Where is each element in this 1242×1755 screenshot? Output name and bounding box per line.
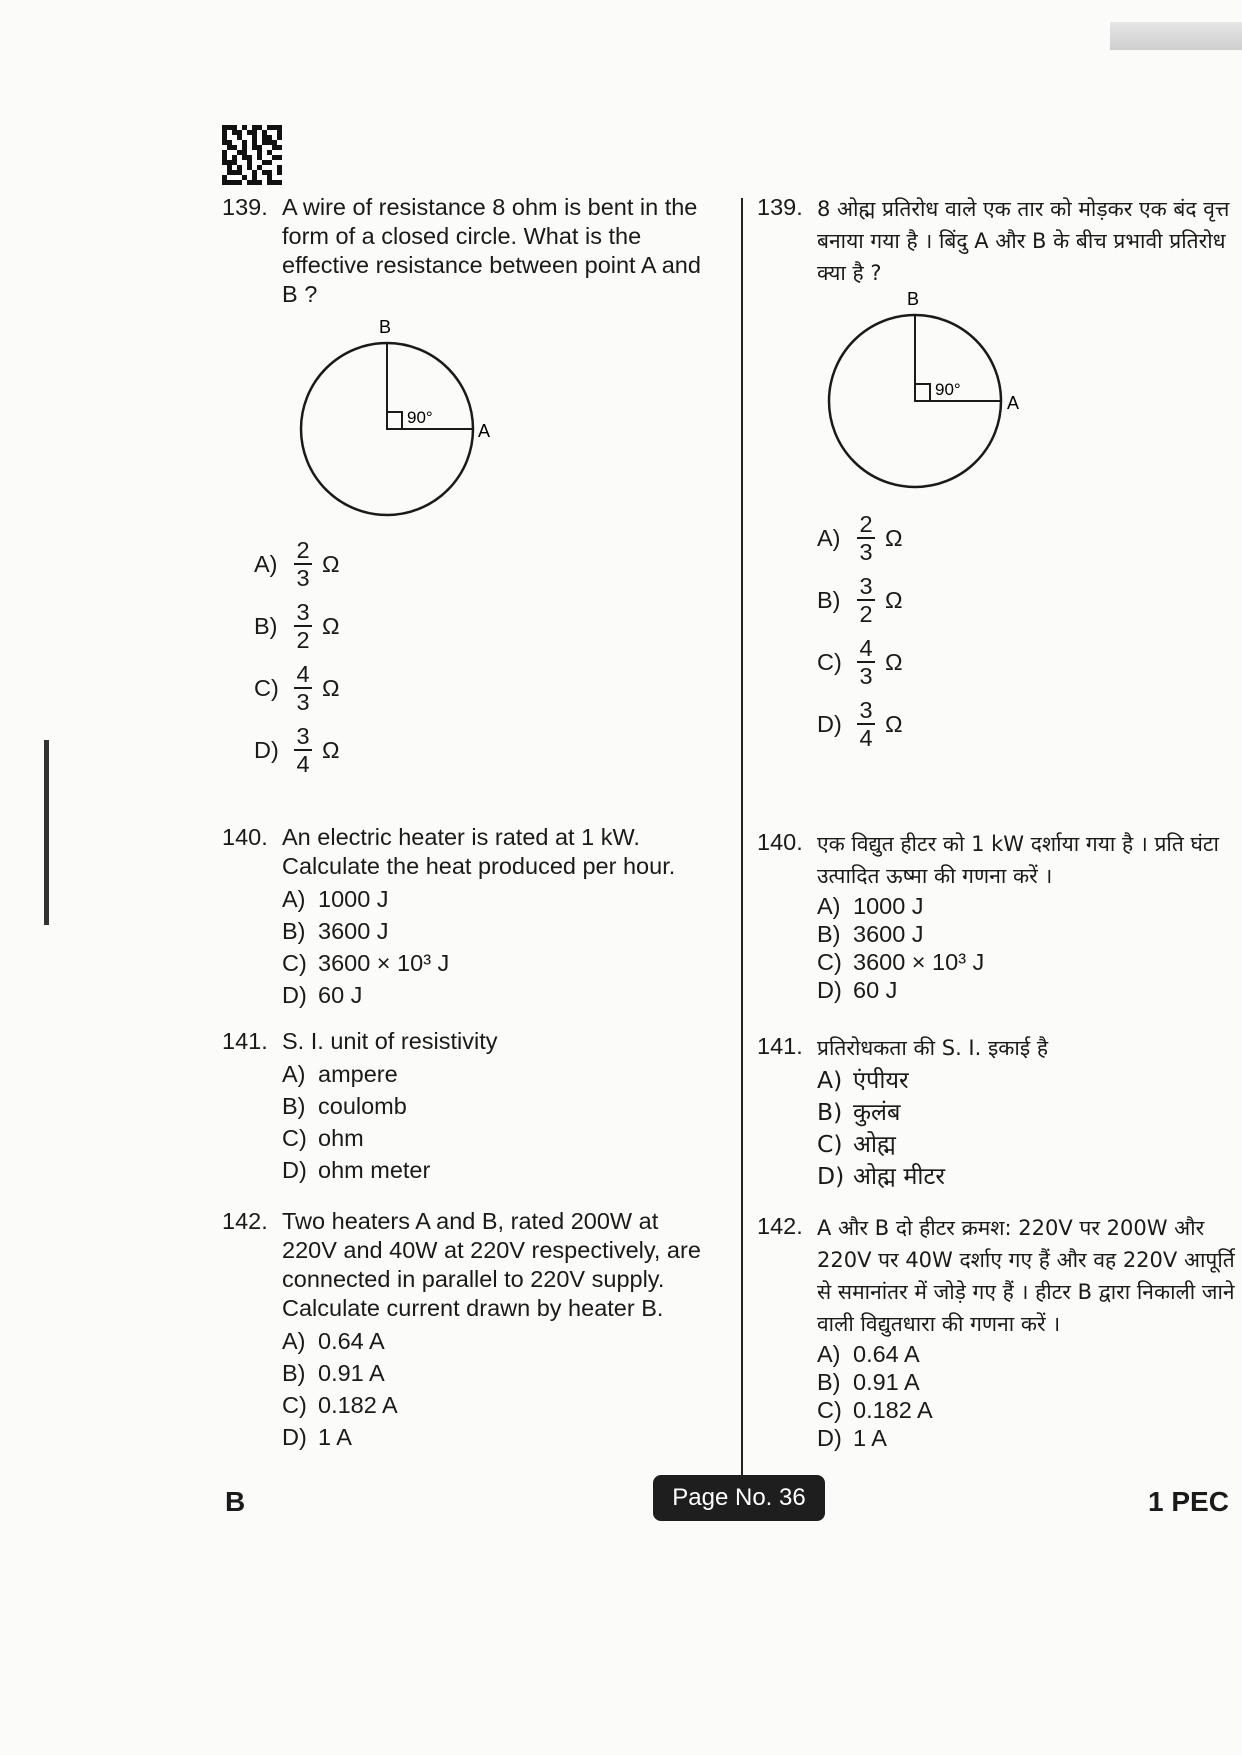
question-142-en <box>222 1207 727 1453</box>
option-list <box>817 507 1242 755</box>
option-a[interactable] <box>282 1325 727 1357</box>
question-number: 139. <box>222 194 268 220</box>
ohm-symbol: Ω <box>885 710 903 737</box>
option-d[interactable] <box>817 1424 1242 1452</box>
option-list <box>282 1058 727 1186</box>
ohm-symbol: Ω <box>885 524 903 551</box>
question-141-en <box>222 1027 727 1207</box>
numerator: 2 <box>859 511 873 537</box>
option-a[interactable] <box>282 1058 727 1090</box>
option-label: D) <box>817 1425 842 1451</box>
option-label: C) <box>282 950 307 976</box>
option-text: ओह्म मीटर <box>853 1162 945 1190</box>
option-b[interactable] <box>282 915 727 947</box>
hindi-column <box>757 193 1242 1452</box>
fraction <box>294 537 312 591</box>
denominator: 3 <box>859 663 873 689</box>
option-text: 3600 × 10³ J <box>318 950 450 976</box>
option-label: A) <box>817 893 841 919</box>
option-d[interactable] <box>282 1154 727 1186</box>
question-stem: 8 ओह्म प्रतिरोध वाले एक तार को मोड़कर एक बंद वृत्त बनाया गया है । बिंदु A और B के बीच प्रभावी प्रतिरोध क्या है ? <box>817 197 1230 285</box>
question-stem: S. I. unit of resistivity <box>282 1028 498 1054</box>
option-d[interactable] <box>254 719 727 781</box>
page-number-badge: Page No. 36 <box>653 1475 825 1521</box>
question-number: 141. <box>757 1033 803 1059</box>
option-label: B) <box>282 918 306 944</box>
question-stem: A और B दो हीटर क्रमश: 220V पर 200W और 220V पर 40W दर्शाए गए हैं और वह 220V आपूर्ति से समानांतर में जोड़े गए हैं । हीटर B द्वारा निकाली जाने वाली विद्युतधारा की गणना करें । <box>817 1216 1235 1336</box>
option-text: ampere <box>318 1061 398 1087</box>
denominator: 3 <box>296 565 310 591</box>
ohm-symbol: Ω <box>885 648 903 675</box>
option-text: 0.64 A <box>318 1328 385 1354</box>
fraction <box>294 661 312 715</box>
scan-edge-mark <box>44 740 49 925</box>
question-number: 140. <box>222 824 268 850</box>
option-text: 1000 J <box>318 886 389 912</box>
question-number: 142. <box>757 1213 803 1239</box>
fraction <box>857 511 875 565</box>
option-b[interactable] <box>282 1090 727 1122</box>
option-text: coulomb <box>318 1093 407 1119</box>
denominator: 2 <box>859 601 873 627</box>
question-141-hi <box>757 1032 1242 1212</box>
option-d[interactable] <box>817 1160 1242 1192</box>
question-140-en <box>222 823 727 1027</box>
option-label: D) <box>817 710 842 737</box>
option-label: A) <box>817 524 841 551</box>
option-a[interactable] <box>817 1340 1242 1368</box>
option-label: C) <box>282 1392 307 1418</box>
question-number: 140. <box>757 829 803 855</box>
option-label: B) <box>817 1369 841 1395</box>
option-text: 60 J <box>318 982 363 1008</box>
option-a[interactable] <box>282 883 727 915</box>
option-b[interactable] <box>254 595 727 657</box>
question-139-hi <box>757 193 1242 828</box>
question-number: 141. <box>222 1028 268 1054</box>
question-139-en <box>222 193 727 823</box>
option-label: B) <box>282 1360 306 1386</box>
option-c[interactable] <box>282 1389 727 1421</box>
option-label: C) <box>817 949 842 975</box>
option-label: D) <box>282 982 307 1008</box>
option-a[interactable] <box>817 507 1242 569</box>
option-label: A) <box>817 1341 841 1367</box>
angle-label: 90° <box>935 380 961 399</box>
option-label: C) <box>282 1125 307 1151</box>
option-label: B) <box>282 1093 306 1119</box>
option-text: कुलंब <box>853 1098 901 1126</box>
option-text: ohm <box>318 1125 364 1151</box>
english-column <box>222 193 727 1453</box>
option-label: C) <box>817 1397 842 1423</box>
point-a-label: A <box>478 421 491 441</box>
option-c[interactable] <box>817 1396 1242 1424</box>
option-text: 0.182 A <box>853 1397 933 1423</box>
ohm-symbol: Ω <box>322 550 340 577</box>
option-text: 3600 J <box>853 921 924 947</box>
option-text: 3600 × 10³ J <box>853 949 985 975</box>
option-text: 1 A <box>318 1424 352 1450</box>
option-text: 0.64 A <box>853 1341 920 1367</box>
option-text: ओह्म <box>853 1130 896 1158</box>
option-label: B) <box>254 612 278 639</box>
fraction <box>857 697 875 751</box>
denominator: 2 <box>296 627 310 653</box>
option-label: B) <box>817 586 841 613</box>
numerator: 4 <box>296 661 310 687</box>
numerator: 3 <box>296 723 310 749</box>
question-stem: प्रतिरोधकता की S. I. इकाई है <box>817 1036 1048 1060</box>
numerator: 4 <box>859 635 873 661</box>
option-label: D) <box>282 1424 307 1450</box>
option-c[interactable] <box>817 948 1242 976</box>
question-stem: A wire of resistance 8 ohm is bent in the form of a closed circle. What is the effective resistance between point A and B ? <box>282 194 701 307</box>
point-b-label: B <box>907 289 920 309</box>
ohm-symbol: Ω <box>322 674 340 701</box>
option-text: 0.91 A <box>318 1360 385 1386</box>
option-text: 0.182 A <box>318 1392 398 1418</box>
option-b[interactable] <box>282 1357 727 1389</box>
option-label: A) <box>282 886 306 912</box>
option-b[interactable] <box>817 1368 1242 1396</box>
question-stem: एक विद्युत हीटर को 1 kW दर्शाया गया है । प्रति घंटा उत्पादित ऊष्मा की गणना करें । <box>817 832 1219 888</box>
denominator: 3 <box>296 689 310 715</box>
numerator: 3 <box>296 599 310 625</box>
fraction <box>294 599 312 653</box>
option-list <box>817 1064 1242 1192</box>
option-text: 60 J <box>853 977 898 1003</box>
option-label: C) <box>817 1130 843 1158</box>
ohm-symbol: Ω <box>885 586 903 613</box>
section-code: B <box>225 1486 246 1517</box>
option-list <box>817 892 1242 1004</box>
option-c[interactable] <box>282 947 727 979</box>
column-divider <box>741 198 743 1478</box>
option-label: D) <box>254 736 279 763</box>
option-list <box>282 1325 727 1453</box>
option-c[interactable] <box>282 1122 727 1154</box>
right-angle-mark <box>387 412 402 429</box>
option-label: A) <box>254 550 278 577</box>
option-text: ohm meter <box>318 1157 431 1183</box>
question-stem: Two heaters A and B, rated 200W at 220V and 40W at 220V respectively, are connected in parallel to 220V supply. Calculate current drawn by heater B. <box>282 1208 701 1321</box>
option-c[interactable] <box>254 657 727 719</box>
option-label: C) <box>254 674 279 701</box>
option-b[interactable] <box>817 920 1242 948</box>
option-label: A) <box>817 1066 843 1094</box>
denominator: 3 <box>859 539 873 565</box>
circle-diagram <box>282 315 502 527</box>
scan-edge-shadow <box>1110 22 1242 50</box>
option-text: 3600 J <box>318 918 389 944</box>
right-angle-mark <box>915 384 930 401</box>
fraction <box>857 635 875 689</box>
option-list <box>282 883 727 1011</box>
question-stem: An electric heater is rated at 1 kW. Calculate the heat produced per hour. <box>282 824 676 879</box>
qr-code-icon <box>222 125 282 185</box>
question-number: 142. <box>222 1208 268 1234</box>
question-142-hi <box>757 1212 1242 1452</box>
numerator: 3 <box>859 573 873 599</box>
option-text: एंपीयर <box>853 1066 909 1094</box>
option-text: 1 A <box>853 1425 887 1451</box>
numerator: 3 <box>859 697 873 723</box>
option-d[interactable] <box>282 979 727 1011</box>
option-text: 0.91 A <box>853 1369 920 1395</box>
ohm-symbol: Ω <box>322 612 340 639</box>
circle-diagram <box>817 289 1037 501</box>
option-c[interactable] <box>817 631 1242 693</box>
fraction <box>294 723 312 777</box>
option-text: 1000 J <box>853 893 924 919</box>
denominator: 4 <box>859 725 873 751</box>
question-140-hi <box>757 828 1242 1032</box>
denominator: 4 <box>296 751 310 777</box>
option-c[interactable] <box>817 1128 1242 1160</box>
option-b[interactable] <box>817 1096 1242 1128</box>
option-label: D) <box>817 1162 845 1190</box>
option-label: B) <box>817 1098 843 1126</box>
option-label: A) <box>282 1328 306 1354</box>
angle-label: 90° <box>407 408 433 427</box>
point-a-label: A <box>1007 393 1020 413</box>
option-label: D) <box>282 1157 307 1183</box>
fraction <box>857 573 875 627</box>
numerator: 2 <box>296 537 310 563</box>
option-label: C) <box>817 648 842 675</box>
option-a[interactable] <box>817 892 1242 920</box>
paper-code: 1 PEC <box>1148 1486 1229 1517</box>
question-number: 139. <box>757 194 803 220</box>
option-d[interactable] <box>817 693 1242 755</box>
option-a[interactable] <box>254 533 727 595</box>
option-d[interactable] <box>282 1421 727 1453</box>
ohm-symbol: Ω <box>322 736 340 763</box>
option-list <box>817 1340 1242 1452</box>
option-label: A) <box>282 1061 306 1087</box>
option-a[interactable] <box>817 1064 1242 1096</box>
point-b-label: B <box>379 317 392 337</box>
option-list <box>254 533 727 781</box>
option-d[interactable] <box>817 976 1242 1004</box>
option-label: B) <box>817 921 841 947</box>
option-label: D) <box>817 977 842 1003</box>
option-b[interactable] <box>817 569 1242 631</box>
